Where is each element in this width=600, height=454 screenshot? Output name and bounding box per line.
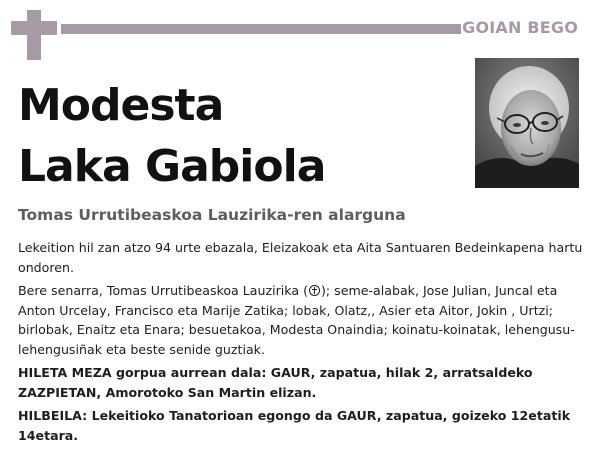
cross-icon (27, 10, 41, 60)
portrait-photo (475, 58, 579, 188)
deceased-cross-icon (309, 285, 320, 296)
cross-icon-arm (11, 21, 57, 35)
funeral-mass-label: HILETA MEZA (18, 365, 112, 380)
funeral-mass-paragraph (18, 363, 583, 402)
death-notice-paragraph: Lekeition hil zan atzo 94 urte ebazala, Eleizakoak eta Aita Santuaren Bedeinkapena hartu ondoren. (18, 240, 583, 275)
deceased-surname: Laka Gabiola (18, 141, 326, 192)
deceased-first-name: Modesta (18, 80, 224, 131)
wake-paragraph: HILBEILA: Lekeitioko Tanatorioan egongo da GAUR, zapatua, goizeko 12etatik 14etara. (18, 408, 571, 443)
subtitle-widow-of: Tomas Urrutibeaskoa Lauzirika-ren alarguna (18, 206, 406, 224)
family-text-end: ); seme-alabak, Jose Julian, Juncal eta Anton Urcelay, Francisco eta Marije Zatika; lobak, Olatz,, Asier eta Aitor, Jokin , Urtzi; birlobak, Enaitz eta Enara; besuetakoa, Modesta Onaindia; koinatu-koinatak, lehengusu-lehengusiñak eta beste senide guztiak. (18, 283, 575, 357)
funeral-mass-details: gorpua aurrean dala: GAUR, zapatua, hilak 2, arratsaldeko ZAZPIETAN, Amorotoko San Martin elizan. (18, 365, 533, 400)
family-paragraph (18, 281, 583, 359)
header-bar (61, 24, 461, 34)
obituary-body (18, 238, 583, 449)
family-text-start: Bere senarra, Tomas Urrutibeaskoa Lauzirika ( (18, 283, 308, 298)
header-label: GOIAN BEGO (462, 18, 578, 37)
